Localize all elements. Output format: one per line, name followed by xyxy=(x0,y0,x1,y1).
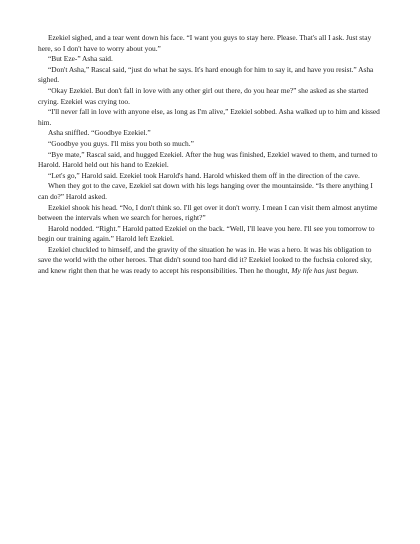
paragraph-10: When they got to the cave, Ezekiel sat down with his legs hanging over the mountainside. “Is there anything I can do?” Harold asked. xyxy=(38,181,373,201)
paragraph-12: Harold nodded. “Right.” Harold patted Ezekiel on the back. “Well, I'll leave you here. I'll see you tomorrow to begin our training again.” Harold left Ezekiel. xyxy=(38,223,375,244)
paragraph-9: “Let's go,” Harold said. Ezekiel took Harold's hand. Harold whisked them off in the direction of the cave. xyxy=(48,170,360,180)
paragraph-5: “I'll never fall in love with anyone else, as long as I'm alive,” Ezekiel sobbed. Asha walked up to him and kissed him. xyxy=(38,107,380,127)
closing-italic-thought: My life has just begun. xyxy=(291,266,359,276)
paragraph-1: Ezekiel sighed, and a tear went down his face. “I want you guys to stay here. Please. That's all I ask. Just stay here, so I don't have to worry about you.” xyxy=(38,33,372,53)
paragraph-13-text: Ezekiel chuckled to himself, and the gravity of the situation he was in. He was a hero. It was his obligation to save the world with the other heroes. That didn't sound too hard did it? Ezekiel looked to the fuchsia colored sky, and knew right then that he was ready to accept his responsibilities. Then he thought, xyxy=(38,244,373,276)
paragraph-2: “But Eze-” Asha said. xyxy=(48,54,113,64)
paragraph-4: “Okay Ezekiel. But don't fall in love with any other girl out there, do you hear me?” she asked as she started crying. Ezekiel was crying too. xyxy=(38,85,369,106)
story-text xyxy=(38,33,382,277)
paragraph-6: Asha sniffled. “Goodbye Ezekiel.” xyxy=(48,128,151,138)
paragraph-7: “Goodbye you guys. I'll miss you both so much.” xyxy=(48,138,194,148)
paragraph-3: “Don't Asha,” Rascal said, “just do what he says. It's hard enough for him to say it, and have you resist.” Asha sighed. xyxy=(38,64,374,85)
paragraph-13 xyxy=(38,245,382,277)
paragraph-11: Ezekiel shook his head. “No, I don't think so. I'll get over it don't worry. I mean I can visit them almost anytime between the intervals when we search for heroes, right?” xyxy=(38,202,378,223)
paragraph-8: “Bye mate,” Rascal said, and hugged Ezekiel. After the hug was finished, Ezekiel waved to them, and turned to Harold. Harold held out his hand to Ezekiel. xyxy=(38,149,378,170)
